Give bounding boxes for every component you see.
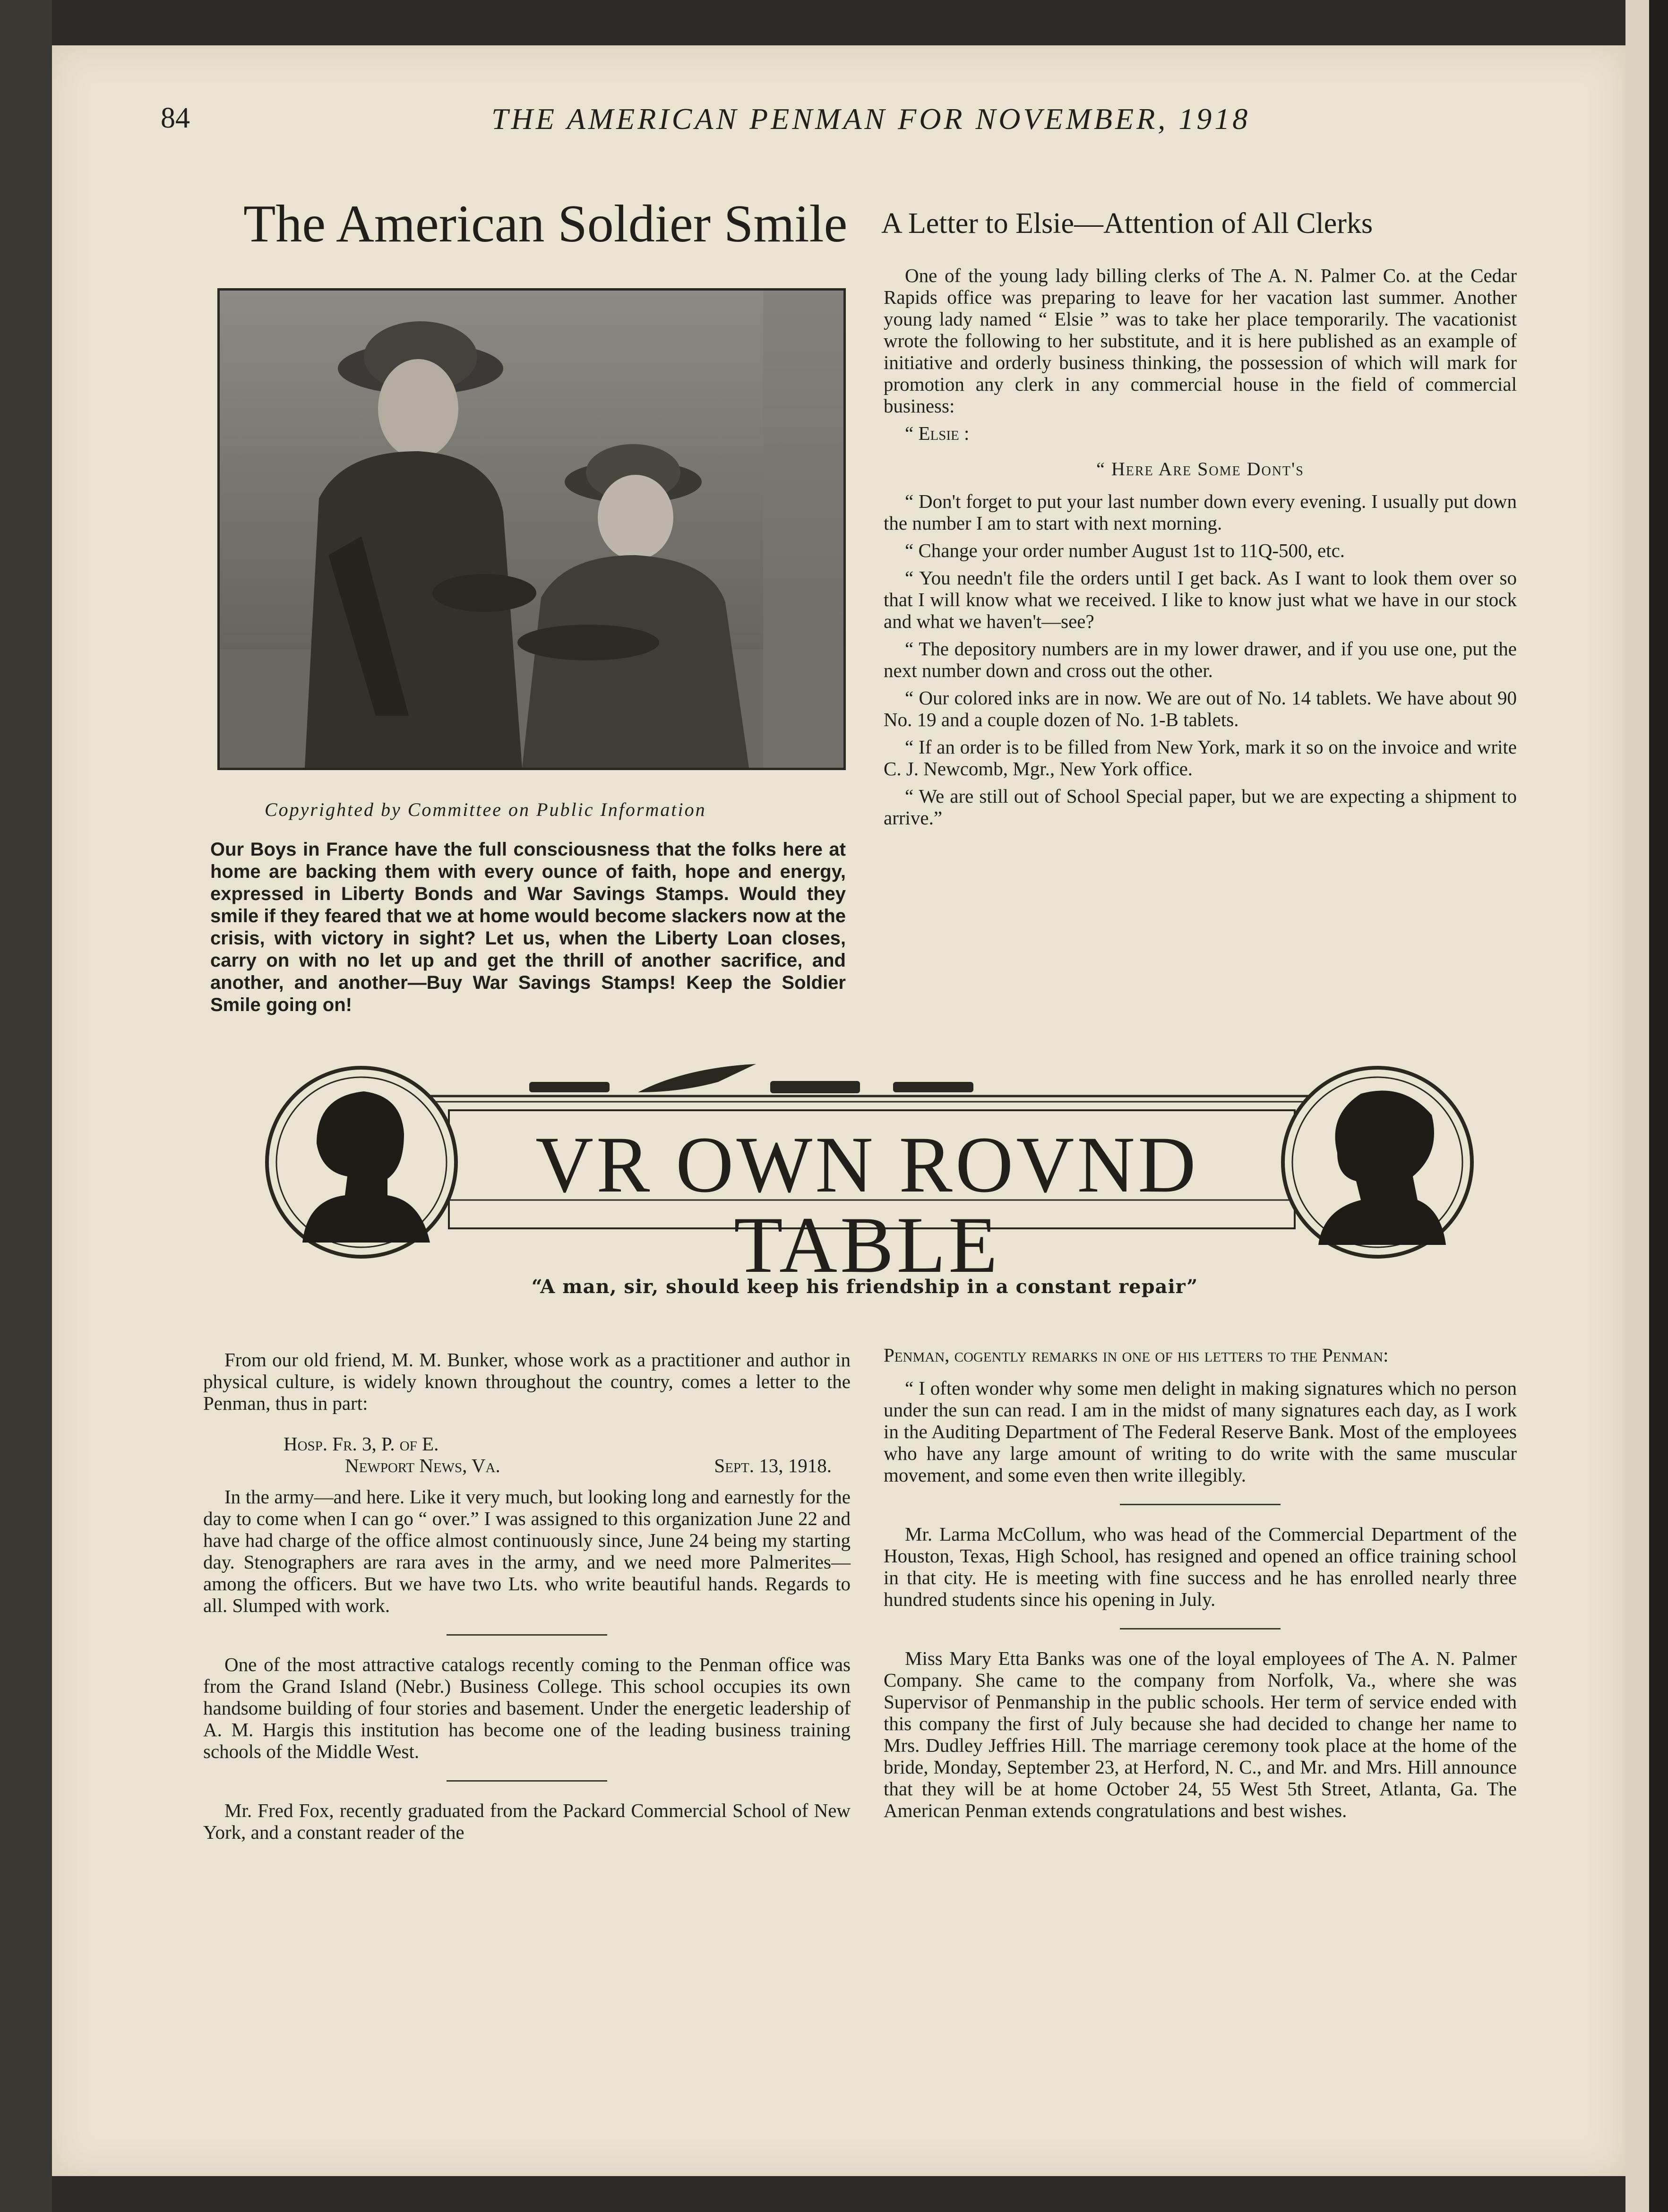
running-title: THE AMERICAN PENMAN FOR NOVEMBER, 1918	[491, 102, 1251, 136]
scan-next-page-edge	[1625, 0, 1649, 2212]
fox-quote: “ I often wonder why some men delight in making signatures which no person under the sun can read. I am in the midst of many signatures each day, as I work in the Auditing Department of The Federal Reserve Bank. Most of the employees who have any large amount of writing to do write with the same muscular movement, and some even then write illegibly.	[884, 1377, 1517, 1486]
separator-rule	[447, 1634, 607, 1636]
photo-caption: Copyrighted by Committee on Public Information	[265, 799, 706, 820]
quill-pen-ornament	[529, 1082, 610, 1092]
soldier-article-body: Our Boys in France have the full consciousness that the folks here at home are backing them with every ounce of faith, hope and energy, expressed in Liberty Bonds and War Savings Stamps. Would they smile if they feared that we at home would become slackers now at the crisis, with victory in sight? Let us, when the Liberty Loan closes, carry on with no let up and get the thrill of another sacrifice, and another, and another—Buy War Savings Stamps! Keep the Soldier Smile going on!	[210, 839, 846, 1015]
separator-rule	[1120, 1504, 1281, 1505]
soldiers-photo-image	[220, 291, 843, 768]
elsie-item: “ Change your order number August 1st to 11Q-500, etc.	[905, 540, 1345, 561]
bunker-intro: From our old friend, M. M. Bunker, whose work as a practitioner and author in physical culture, is widely known throughout the country, comes a letter to the Penman, thus in part:	[203, 1349, 851, 1414]
separator-rule	[447, 1780, 607, 1782]
letter-address-1: Hosp. Fr. 3, P. of E.	[284, 1433, 439, 1455]
elsie-item: “ You needn't file the orders until I get back. As I want to look them over so that I will know what we received. I like to know just what we have in our stock and what we haven't—see?	[884, 567, 1517, 632]
elsie-item: “ If an order is to be filled from New York, mark it so on the invoice and write C. J. Newcomb, Mgr., New York office.	[884, 736, 1517, 780]
elsie-article-title: A Letter to Elsie—Attention of All Clerks	[881, 207, 1373, 240]
round-table-motto: “A man, sir, should keep his friendship in a constant repair”	[531, 1276, 1198, 1298]
fox-para: Mr. Fred Fox, recently graduated from the Packard Commercial School of New York, and a constant reader of the	[203, 1800, 851, 1843]
elsie-subhead: “ Here Are Some Dont's	[1096, 458, 1304, 480]
elsie-article	[884, 265, 1517, 834]
letter-heading	[284, 1433, 851, 1476]
fox-continued: Penman, cogently remarks in one of his letters to the Penman:	[884, 1344, 1389, 1366]
letter-date: Sept. 13, 1918.	[714, 1455, 832, 1476]
elsie-intro: One of the young lady billing clerks of The A. N. Palmer Co. at the Cedar Rapids office was preparing to leave for her vacation last summer. Another young lady named “ Elsie ” was to take her place temporarily. The vacationist wrote the following to her substitute, and it is here published as an example of initiative and orderly business thinking, the possession of which will mark for promotion any clerk in any commercial house in the field of commercial business:	[884, 265, 1517, 417]
soldier-article-title: The American Soldier Smile	[243, 195, 848, 253]
elsie-item: “ Our colored inks are in now. We are out of No. 14 tablets. We have about 90 No. 19 and a couple dozen of No. 1-B tablets.	[884, 687, 1517, 730]
letter-address-2: Newport News, Va.	[345, 1455, 500, 1476]
elsie-item: “ The depository numbers are in my lower drawer, and if you use one, put the next number down and cross out the other.	[884, 638, 1517, 681]
page-number: 84	[161, 102, 190, 134]
lower-left-column	[203, 1349, 851, 1849]
elsie-salutation: “ Elsie :	[905, 422, 970, 444]
mccollum-para: Mr. Larma McCollum, who was head of the Commercial Department of the Houston, Texas, High School, has resigned and opened an office training school in that city. He is meeting with fine success and he has enrolled nearly three hundred students since his opening in July.	[884, 1523, 1517, 1610]
elsie-item: “ We are still out of School Special paper, but we are expecting a shipment to arrive.”	[884, 785, 1517, 829]
round-table-title: VR OWN ROVND TABLE	[535, 1120, 1199, 1289]
soldiers-photo	[217, 288, 846, 770]
separator-rule	[1120, 1628, 1281, 1629]
catalog-para: One of the most attractive catalogs recently coming to the Penman office was from the Grand Island (Nebr.) Business College. This school occupies its own handsome building of four stories and basement. Under the energetic leadership of A. M. Hargis this institution has become one of the leading business training schools of the Middle West.	[203, 1654, 851, 1762]
scan-border-left	[0, 0, 52, 2212]
scan-border-right	[1649, 0, 1668, 2212]
elsie-item: “ Don't forget to put your last number down every evening. I usually put down the number I am to start with next morning.	[884, 490, 1517, 534]
lower-right-column	[884, 1344, 1517, 1827]
banks-para: Miss Mary Etta Banks was one of the loyal employees of The A. N. Palmer Company. She came to the company from Norfolk, Va., where she was Supervisor of Penmanship in the public schools. Her term of service ended with this company the first of July because she had decided to change her name to Mrs. Dudley Jeffries Hill. The marriage ceremony took place at the home of the bride, Monday, September 23, at Herford, N. C., and Mr. and Mrs. Hill announce that they will be at home October 24, 55 West 5th Street, Atlanta, Ga. The American Penman extends congratulations and best wishes.	[884, 1647, 1517, 1821]
letter-body: In the army—and here. Like it very much, but looking long and earnestly for the day to come when I can go “ over.” I was assigned to this organization June 22 and have had charge of the office almost continuously since, June 24 being my starting day. Stenographers are rara aves in the army, and we need more Palmerites—among the officers. But we have two Lts. who write beautiful hands. Regards to all. Slumped with work.	[203, 1486, 851, 1616]
